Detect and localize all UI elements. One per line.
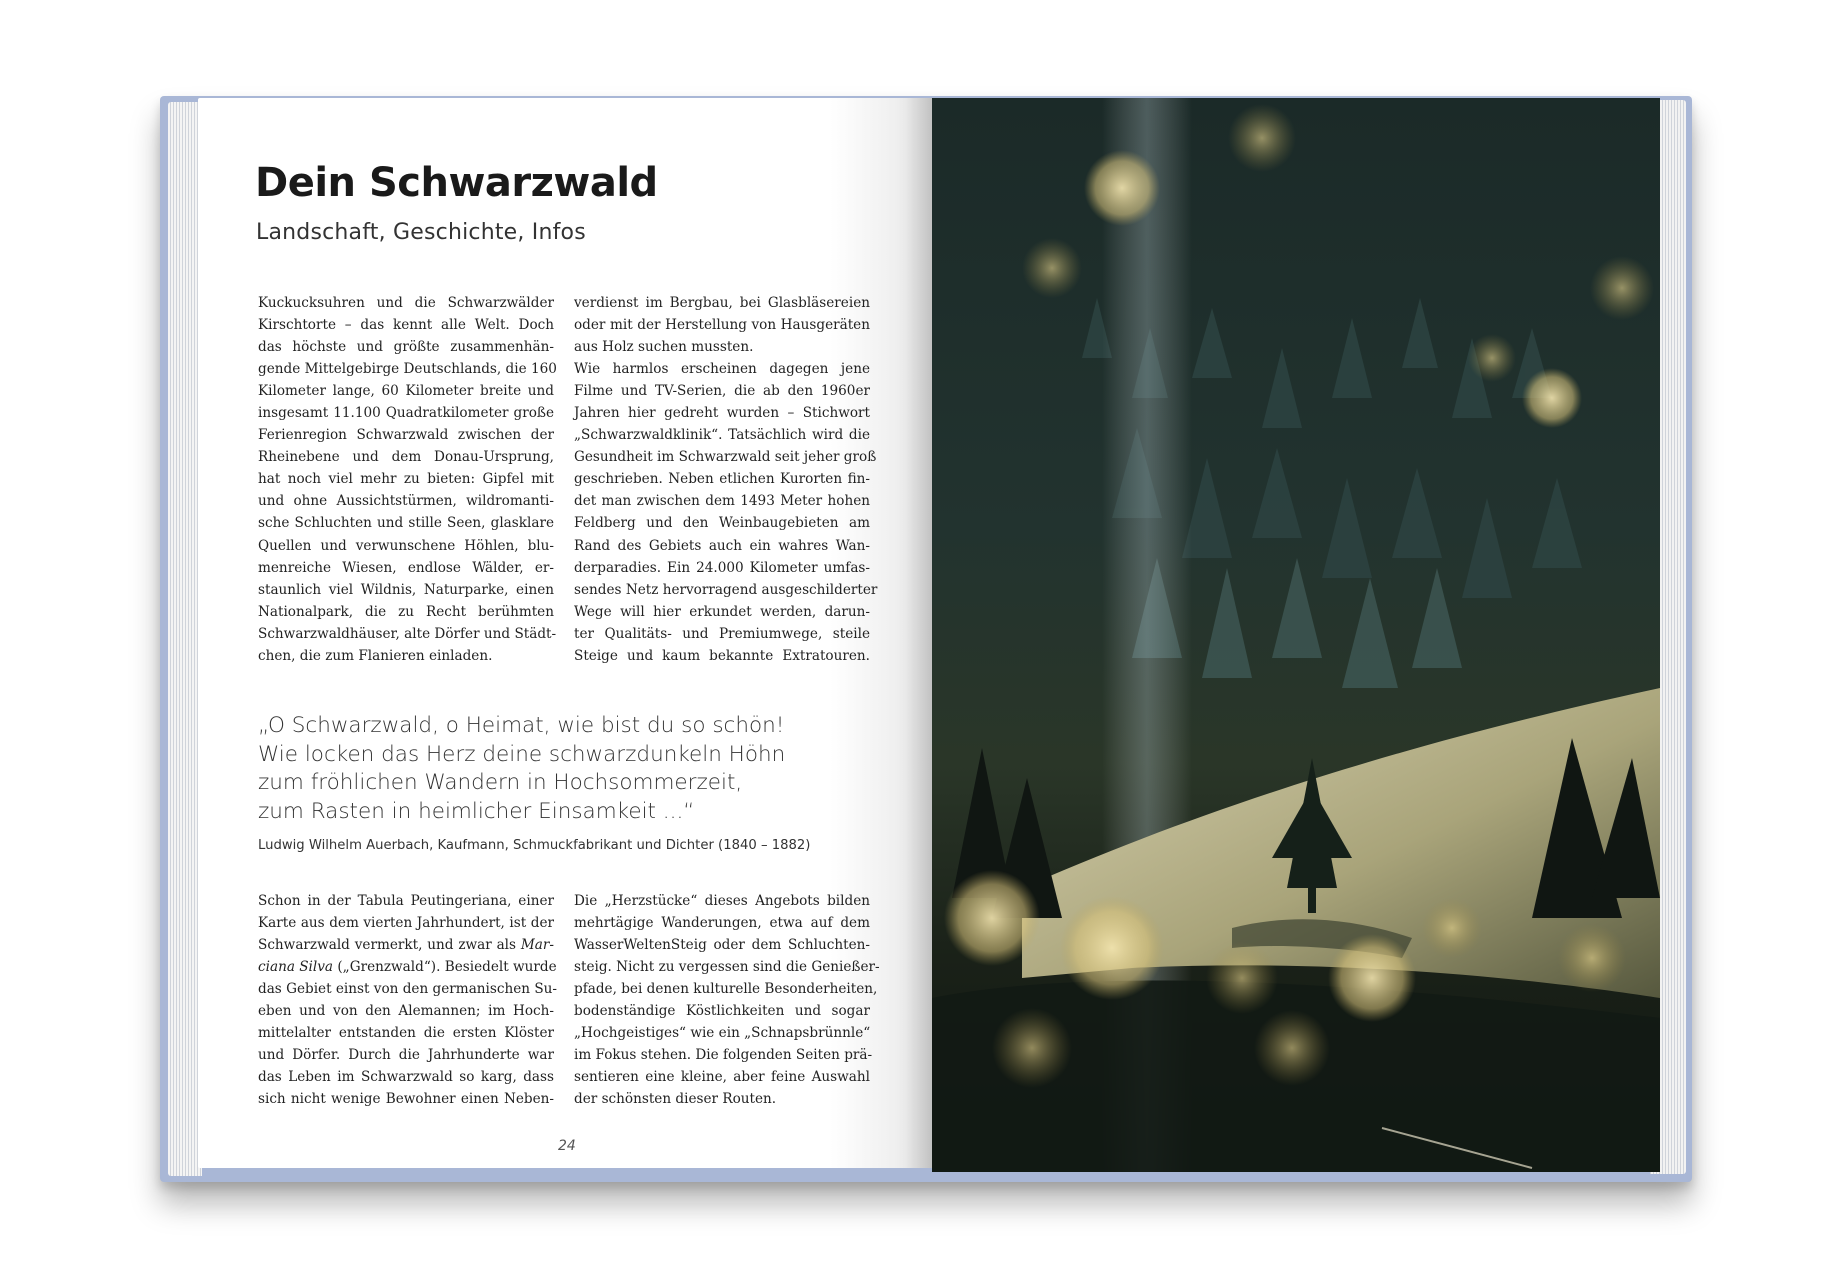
text-line: sche Schluchten und stille Seen, glasklare bbox=[258, 515, 554, 532]
quote-line: Wie locken das Herz deine schwarzdunkeln Höhn bbox=[258, 741, 786, 767]
text-line: Filme und TV-Serien, die ab den 1960er bbox=[574, 383, 870, 400]
quote-line: „O Schwarzwald, o Heimat, wie bist du so schön! bbox=[258, 713, 785, 738]
text-line: das Gebiet einst von den germanischen Su- bbox=[258, 981, 558, 998]
text-line: der schönsten dieser Routen. bbox=[574, 1091, 777, 1108]
text-line: Schon in der Tabula Peutingeriana, einer bbox=[258, 893, 554, 909]
text-line: mittelalter entstanden die ersten Klöster bbox=[258, 1025, 554, 1042]
quote-attribution: Ludwig Wilhelm Auerbach, Kaufmann, Schmuckfabrikant und Dichter (1840 – 1882) bbox=[258, 838, 811, 853]
text-line: Steige und kaum bekannte Extratouren. bbox=[574, 647, 870, 664]
text-line: das Leben im Schwarzwald so karg, dass bbox=[258, 1069, 554, 1086]
text-line: Wie harmlos erscheinen dagegen jene bbox=[574, 361, 870, 378]
text-segment: („Grenzwald“). Besiedelt wurde bbox=[333, 959, 557, 976]
book-gutter bbox=[905, 98, 935, 1168]
text-segment: Schwarzwald vermerkt, und zwar als bbox=[258, 937, 521, 954]
text-line: ter Qualitäts- und Premiumwege, steile bbox=[574, 625, 870, 642]
text-line: derparadies. Ein 24.000 Kilometer umfas- bbox=[574, 559, 870, 576]
text-column-2 bbox=[574, 292, 878, 667]
text-line: Quellen und verwunschene Höhlen, blu- bbox=[258, 537, 554, 554]
text-line: und Dörfer. Durch die Jahrhunderte war bbox=[258, 1047, 554, 1064]
text-line: staunlich viel Wildnis, Naturparke, einen bbox=[258, 581, 554, 598]
text-line: Schwarzwaldhäuser, alte Dörfer und Städt- bbox=[258, 625, 557, 642]
text-line: Wege will hier erkundet werden, darun- bbox=[574, 603, 870, 620]
text-line: Nationalpark, die zu Recht berühmten bbox=[258, 603, 554, 620]
text-line: aus Holz suchen mussten. bbox=[574, 339, 754, 356]
text-line: sendes Netz hervorragend ausgeschilderter bbox=[574, 581, 878, 598]
text-column-4 bbox=[574, 890, 880, 1110]
text-line: Ferienregion Schwarzwald zwischen der bbox=[258, 427, 554, 444]
page-title: Dein Schwarzwald bbox=[255, 160, 658, 206]
text-line: Die „Herzstücke“ dieses Angebots bilden bbox=[574, 893, 870, 909]
text-line: Feldberg und den Weinbaugebieten am bbox=[574, 515, 870, 532]
quote-line: zum Rasten in heimlicher Einsamkeit ...“ bbox=[258, 798, 695, 824]
latin-name: ciana Silva bbox=[258, 959, 334, 976]
text-line: menreiche Wiesen, endlose Wälder, er- bbox=[258, 559, 554, 576]
text-line: insgesamt 11.100 Quadratkilometer große bbox=[258, 405, 554, 422]
text-line: hat noch viel mehr zu bieten: Gipfel mit bbox=[258, 471, 554, 488]
page-number: 24 bbox=[558, 1138, 576, 1154]
text-column-3 bbox=[258, 890, 558, 1110]
text-line: Kilometer lange, 60 Kilometer breite und bbox=[258, 383, 554, 400]
text-line: oder mit der Herstellung von Hausgeräten bbox=[574, 317, 870, 334]
text-line: „Schwarzwaldklinik“. Tatsächlich wird die bbox=[574, 427, 870, 444]
text-line: verdienst im Bergbau, bei Glasbläsereien bbox=[574, 295, 870, 311]
text-line: steig. Nicht zu vergessen sind die Genießer- bbox=[574, 959, 880, 976]
text-line: Kirschtorte – das kennt alle Welt. Doch bbox=[258, 317, 554, 334]
text-line bbox=[258, 934, 554, 956]
text-line: Karte aus dem vierten Jahrhundert, ist der bbox=[258, 915, 554, 932]
text-line: chen, die zum Flanieren einladen. bbox=[258, 647, 493, 664]
latin-name: Mar- bbox=[520, 937, 554, 954]
text-line: geschrieben. Neben etlichen Kurorten fin- bbox=[574, 471, 870, 488]
page-subtitle: Landschaft, Geschichte, Infos bbox=[256, 220, 586, 245]
text-line: sich nicht wenige Bewohner einen Neben- bbox=[258, 1091, 554, 1108]
text-line: WasserWeltenSteig oder dem Schluchten- bbox=[574, 937, 870, 954]
text-line: det man zwischen dem 1493 Meter hohen bbox=[574, 493, 870, 510]
text-line: das höchste und größte zusammenhän- bbox=[258, 339, 554, 356]
text-line: „Hochgeistiges“ wie ein „Schnapsbrünnle“ bbox=[574, 1025, 871, 1042]
text-line: Rand des Gebiets auch ein wahres Wan- bbox=[574, 537, 870, 554]
page-edges-left bbox=[168, 102, 202, 1176]
text-line: pfade, bei denen kulturelle Besonderheiten, bbox=[574, 981, 878, 998]
poem-quote bbox=[258, 712, 785, 826]
text-column-1 bbox=[258, 292, 557, 667]
text-line: Jahren hier gedreht wurden – Stichwort bbox=[574, 405, 870, 422]
quote-line: zum fröhlichen Wandern in Hochsommerzeit, bbox=[258, 770, 743, 795]
forest-photo-illustration bbox=[932, 98, 1660, 1172]
text-line: im Fokus stehen. Die folgenden Seiten prä- bbox=[574, 1047, 873, 1064]
text-line bbox=[258, 956, 557, 978]
text-line: Gesundheit im Schwarzwald seit jeher groß bbox=[574, 449, 877, 466]
text-line: mehrtägige Wanderungen, etwa auf dem bbox=[574, 915, 870, 932]
text-line: Rheinebene und dem Donau-Ursprung, bbox=[258, 449, 554, 466]
text-line: eben und von den Alemannen; im Hoch- bbox=[258, 1003, 554, 1020]
forest-photo bbox=[932, 98, 1660, 1172]
text-line: bodenständige Köstlichkeiten und sogar bbox=[574, 1003, 870, 1020]
text-line: Kuckucksuhren und die Schwarzwälder bbox=[258, 295, 554, 311]
text-line: sentieren eine kleine, aber feine Auswahl bbox=[574, 1069, 870, 1086]
text-line: und ohne Aussichtstürmen, wildromanti- bbox=[258, 493, 554, 510]
text-line: gende Mittelgebirge Deutschlands, die 160 bbox=[258, 361, 557, 378]
